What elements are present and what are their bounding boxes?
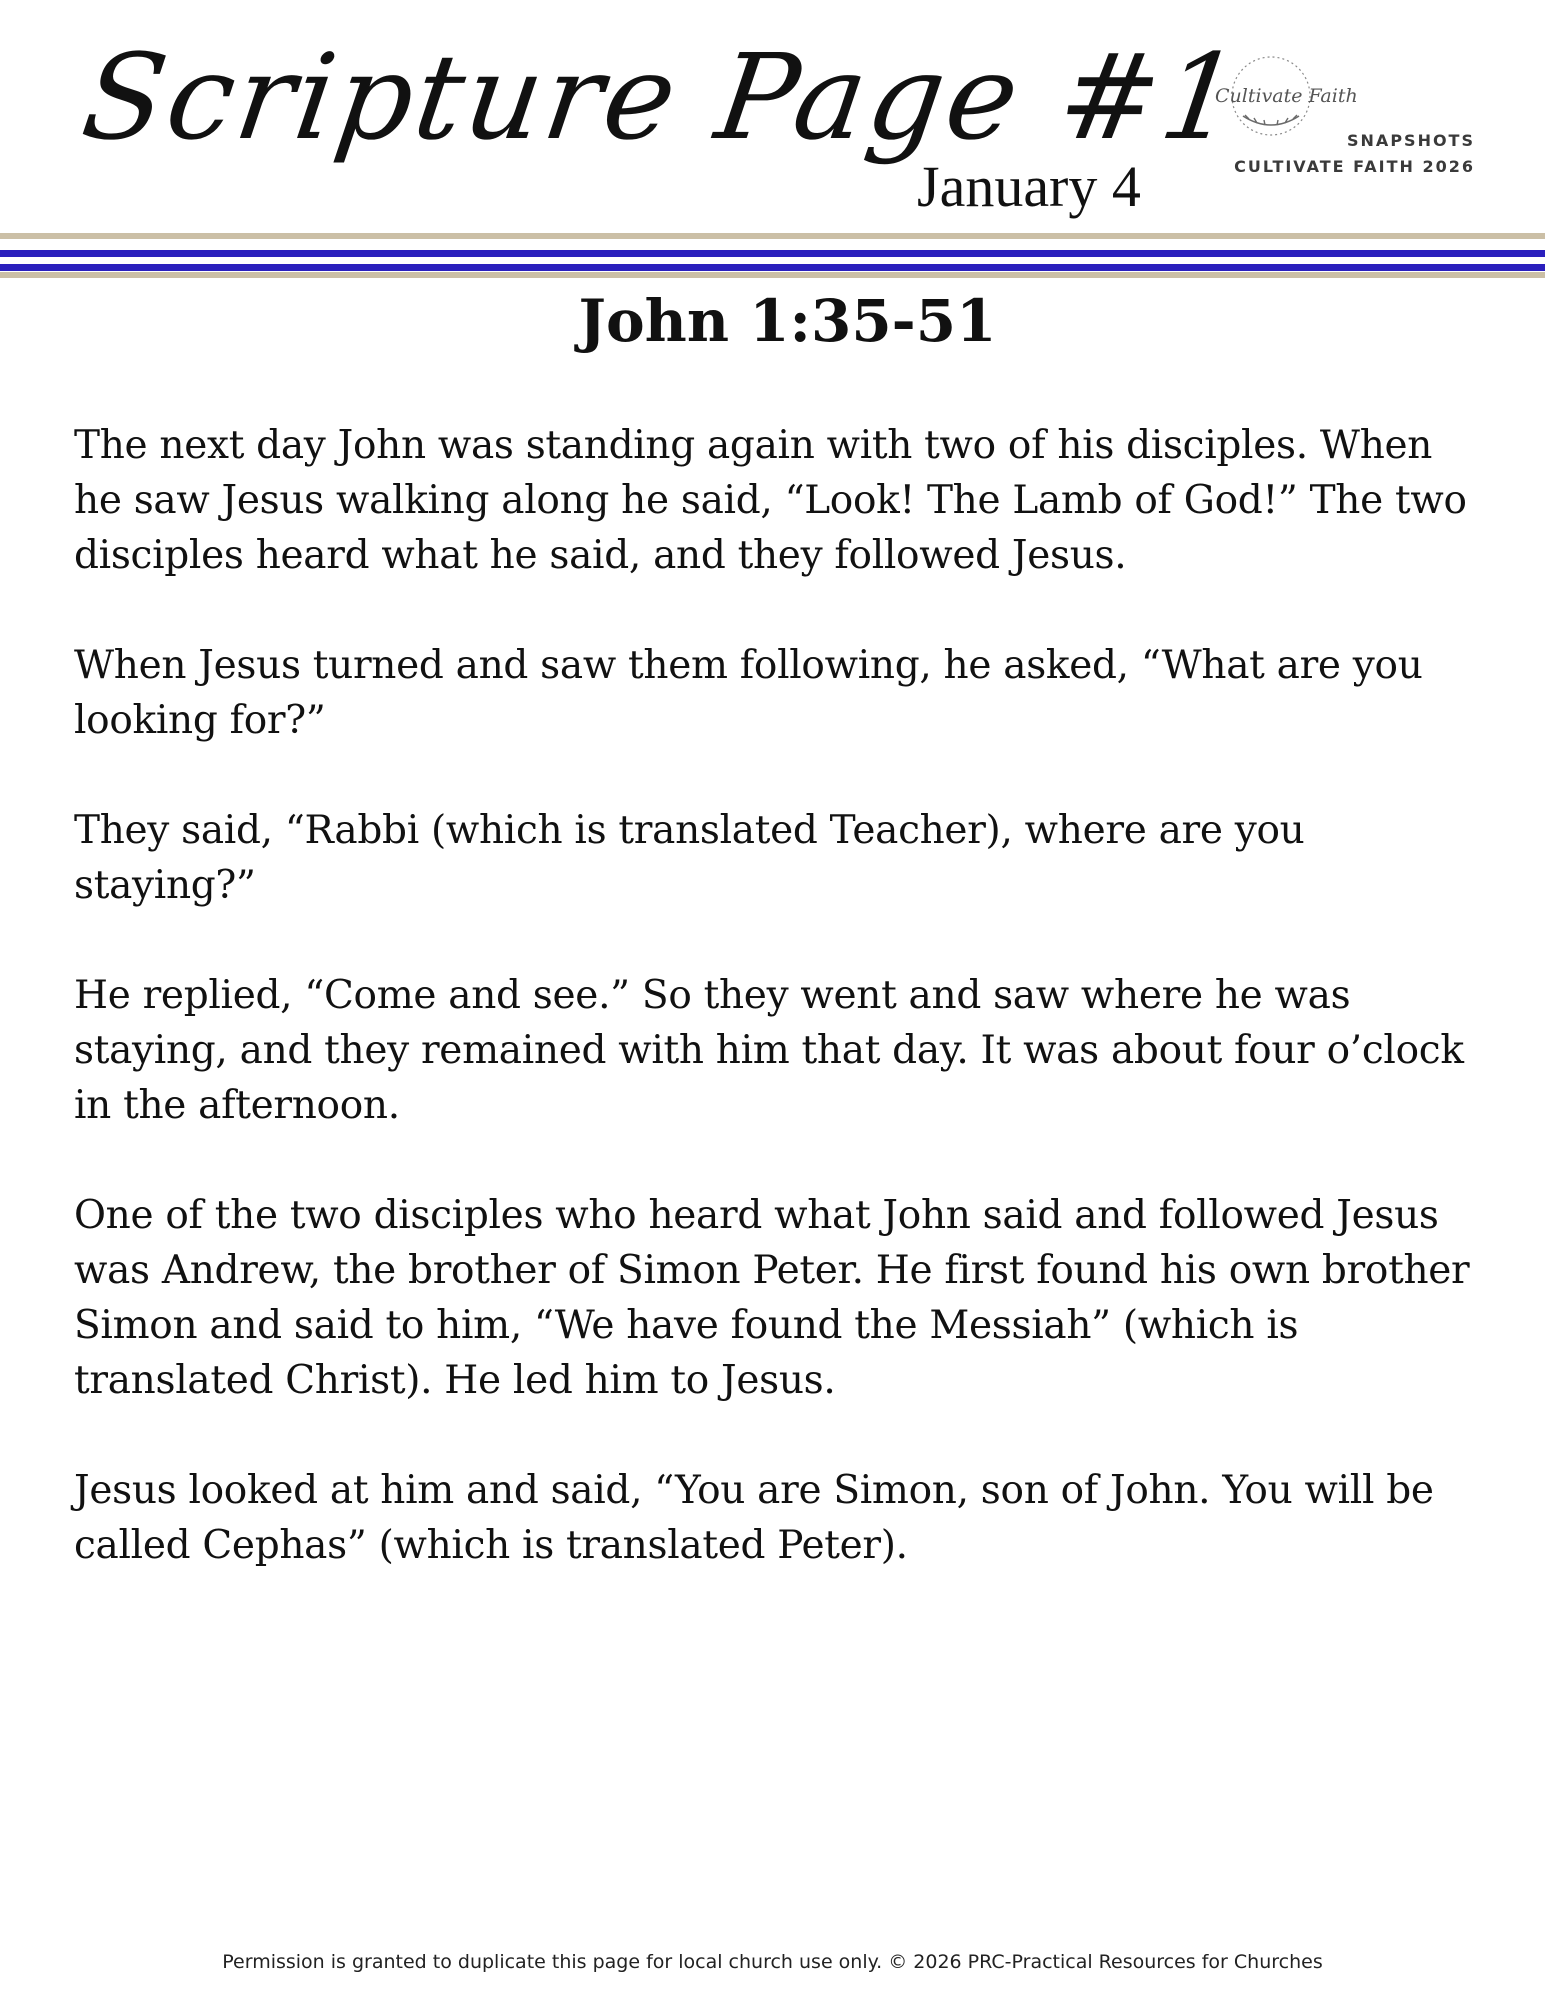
header-rule-tan-top: [0, 233, 1545, 239]
paragraph: [74, 1188, 1514, 1408]
text-line: was Andrew, the brother of Simon Peter. He first found his own brother: [74, 1248, 1470, 1293]
text-line: looking for?”: [74, 698, 326, 743]
text-line: called Cephas” (which is translated Peter).: [74, 1523, 908, 1568]
paragraph: [74, 803, 1514, 913]
text-line: translated Christ). He led him to Jesus.: [74, 1358, 836, 1403]
text-line: The next day John was standing again with two of his disciples. When: [74, 423, 1433, 468]
header-rule-tan-bottom: [0, 272, 1545, 278]
brand-block: [1234, 128, 1475, 180]
text-line: staying?”: [74, 863, 256, 908]
paragraph: [74, 968, 1514, 1133]
text-line: They said, “Rabbi (which is translated Teacher), where are you: [74, 808, 1305, 853]
cultivate-faith-logo: [1215, 52, 1358, 140]
text-line: disciples heard what he said, and they followed Jesus.: [74, 533, 1127, 578]
logo-text: Cultivate Faith: [1215, 85, 1358, 107]
paragraph: [74, 638, 1514, 748]
page-date: January 4: [917, 154, 1141, 219]
page-title: Scripture Page #1: [74, 28, 1251, 166]
passage-reference: John 1:35-51: [578, 287, 997, 355]
header-rule-blue-bottom: [0, 264, 1545, 271]
text-line: One of the two disciples who heard what John said and followed Jesus: [74, 1193, 1439, 1238]
text-line: staying, and they remained with him that day. It was about four o’clock: [74, 1028, 1464, 1073]
text-line: Jesus looked at him and said, “You are Simon, son of John. You will be: [74, 1468, 1434, 1513]
text-line: he saw Jesus walking along he said, “Look! The Lamb of God!” The two: [74, 478, 1467, 523]
paragraph: [74, 1463, 1514, 1573]
paragraph: [74, 418, 1514, 583]
passage-body: [74, 418, 1514, 1628]
text-line: He replied, “Come and see.” So they went and saw where he was: [74, 973, 1351, 1018]
text-line: in the afternoon.: [74, 1083, 400, 1128]
brand-line-snapshots: SNAPSHOTS: [1347, 131, 1475, 150]
text-line: Simon and said to him, “We have found the Messiah” (which is: [74, 1303, 1299, 1348]
text-line: When Jesus turned and saw them following, he asked, “What are you: [74, 643, 1423, 688]
brand-line-cultivate-faith: CULTIVATE FAITH 2026: [1234, 157, 1475, 176]
permission-footer: Permission is granted to duplicate this page for local church use only. © 2026 PRC-Practical Resources for Churches: [222, 1951, 1323, 1973]
header-rule-blue-top: [0, 250, 1545, 257]
